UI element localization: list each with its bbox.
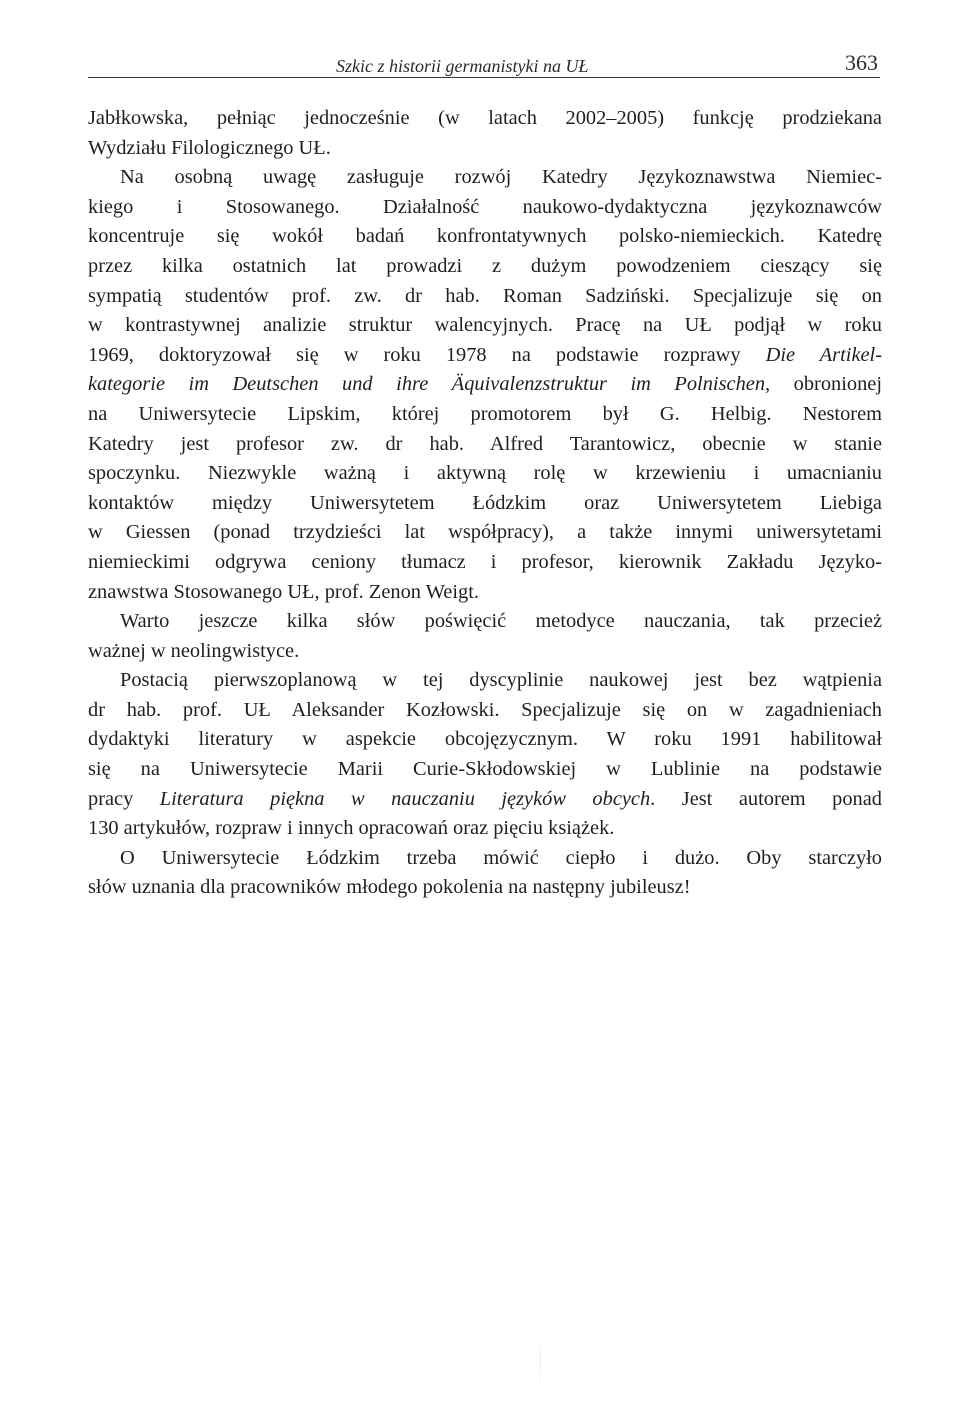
text-line: ważnej w neolingwistyce. (88, 639, 300, 662)
running-head (88, 48, 880, 78)
text-line: przez kilka ostatnich lat prowadzi z dużym powodzeniem cieszący się (88, 254, 882, 277)
header-rule (88, 77, 880, 78)
text-line: kontaktów między Uniwersytetem Łódzkim oraz Uniwersytetem Liebiga (88, 491, 882, 514)
italic-title-part: kategorie im Deutschen und ihre Äquivalenzstruktur im Polnischen (88, 373, 766, 396)
paragraph-start-line: Na osobną uwagę zasługuje rozwój Katedry Językoznawstwa Niemiec- (120, 166, 882, 189)
text-line: 1969, doktoryzował się w roku 1978 na podstawie rozprawy Die Artikel- (88, 343, 882, 366)
text-line: słów uznania dla pracowników młodego pokolenia na następny jubileusz! (88, 876, 691, 899)
text-line: koncentruje się wokół badań konfrontatywnych polsko-niemieckich. Katedrę (88, 225, 882, 248)
text-line: kiego i Stosowanego. Działalność naukowo-dydaktyczna językoznawców (88, 195, 882, 218)
text-line: Wydziału Filologicznego UŁ. (88, 136, 331, 159)
text-line: Katedry jest profesor zw. dr hab. Alfred Tarantowicz, obecnie w stanie (88, 432, 882, 455)
scan-mark (540, 1342, 541, 1382)
body-text (88, 104, 882, 903)
text-line: kategorie im Deutschen und ihre Äquivalenzstruktur im Polnischen, obronionej (88, 373, 882, 396)
text-line: pracy Literatura piękna w nauczaniu języków obcych. Jest autorem ponad (88, 787, 882, 810)
running-title: Szkic z historii germanistyki na UŁ (336, 56, 589, 76)
text-line: w kontrastywnej analizie struktur walencyjnych. Pracę na UŁ podjął w roku (88, 314, 882, 337)
italic-title: Literatura piękna w nauczaniu języków obcych (159, 787, 651, 810)
paragraph-start-line: Postacią pierwszoplanową w tej dyscyplinie naukowej jest bez wątpienia (120, 669, 882, 692)
text-line: znawstwa Stosowanego UŁ, prof. Zenon Weigt. (88, 580, 479, 603)
page-number: 363 (845, 50, 878, 75)
text-line: dydaktyki literatury w aspekcie obcojęzycznym. W roku 1991 habilitował (88, 728, 882, 751)
text-line: się na Uniwersytecie Marii Curie-Skłodowskiej w Lublinie na podstawie (88, 758, 882, 781)
italic-title-part: Die Artikel- (765, 343, 882, 366)
text-line: w Giessen (ponad trzydzieści lat współpracy), a także innymi uniwersytetami (88, 521, 882, 544)
paragraph-start-line: O Uniwersytecie Łódzkim trzeba mówić ciepło i dużo. Oby starczyło (120, 846, 882, 869)
text-line: spoczynku. Niezwykle ważną i aktywną rolę w krzewieniu i umacnianiu (88, 462, 882, 485)
text-line: Jabłkowska, pełniąc jednocześnie (w latach 2002–2005) funkcję prodziekana (88, 107, 882, 129)
text-line: dr hab. prof. UŁ Aleksander Kozłowski. Specjalizuje się on w zagadnieniach (88, 698, 882, 721)
text-line: 130 artykułów, rozpraw i innych opracowań oraz pięciu książek. (88, 817, 615, 840)
paragraph-start-line: Warto jeszcze kilka słów poświęcić metodyce nauczania, tak przecież (120, 610, 882, 633)
text-line: na Uniwersytecie Lipskim, której promotorem był G. Helbig. Nestorem (88, 402, 882, 425)
text-line: niemieckimi odgrywa ceniony tłumacz i profesor, kierownik Zakładu Języko- (88, 550, 882, 573)
text-line: sympatią studentów prof. zw. dr hab. Roman Sadziński. Specjalizuje się on (88, 284, 882, 307)
